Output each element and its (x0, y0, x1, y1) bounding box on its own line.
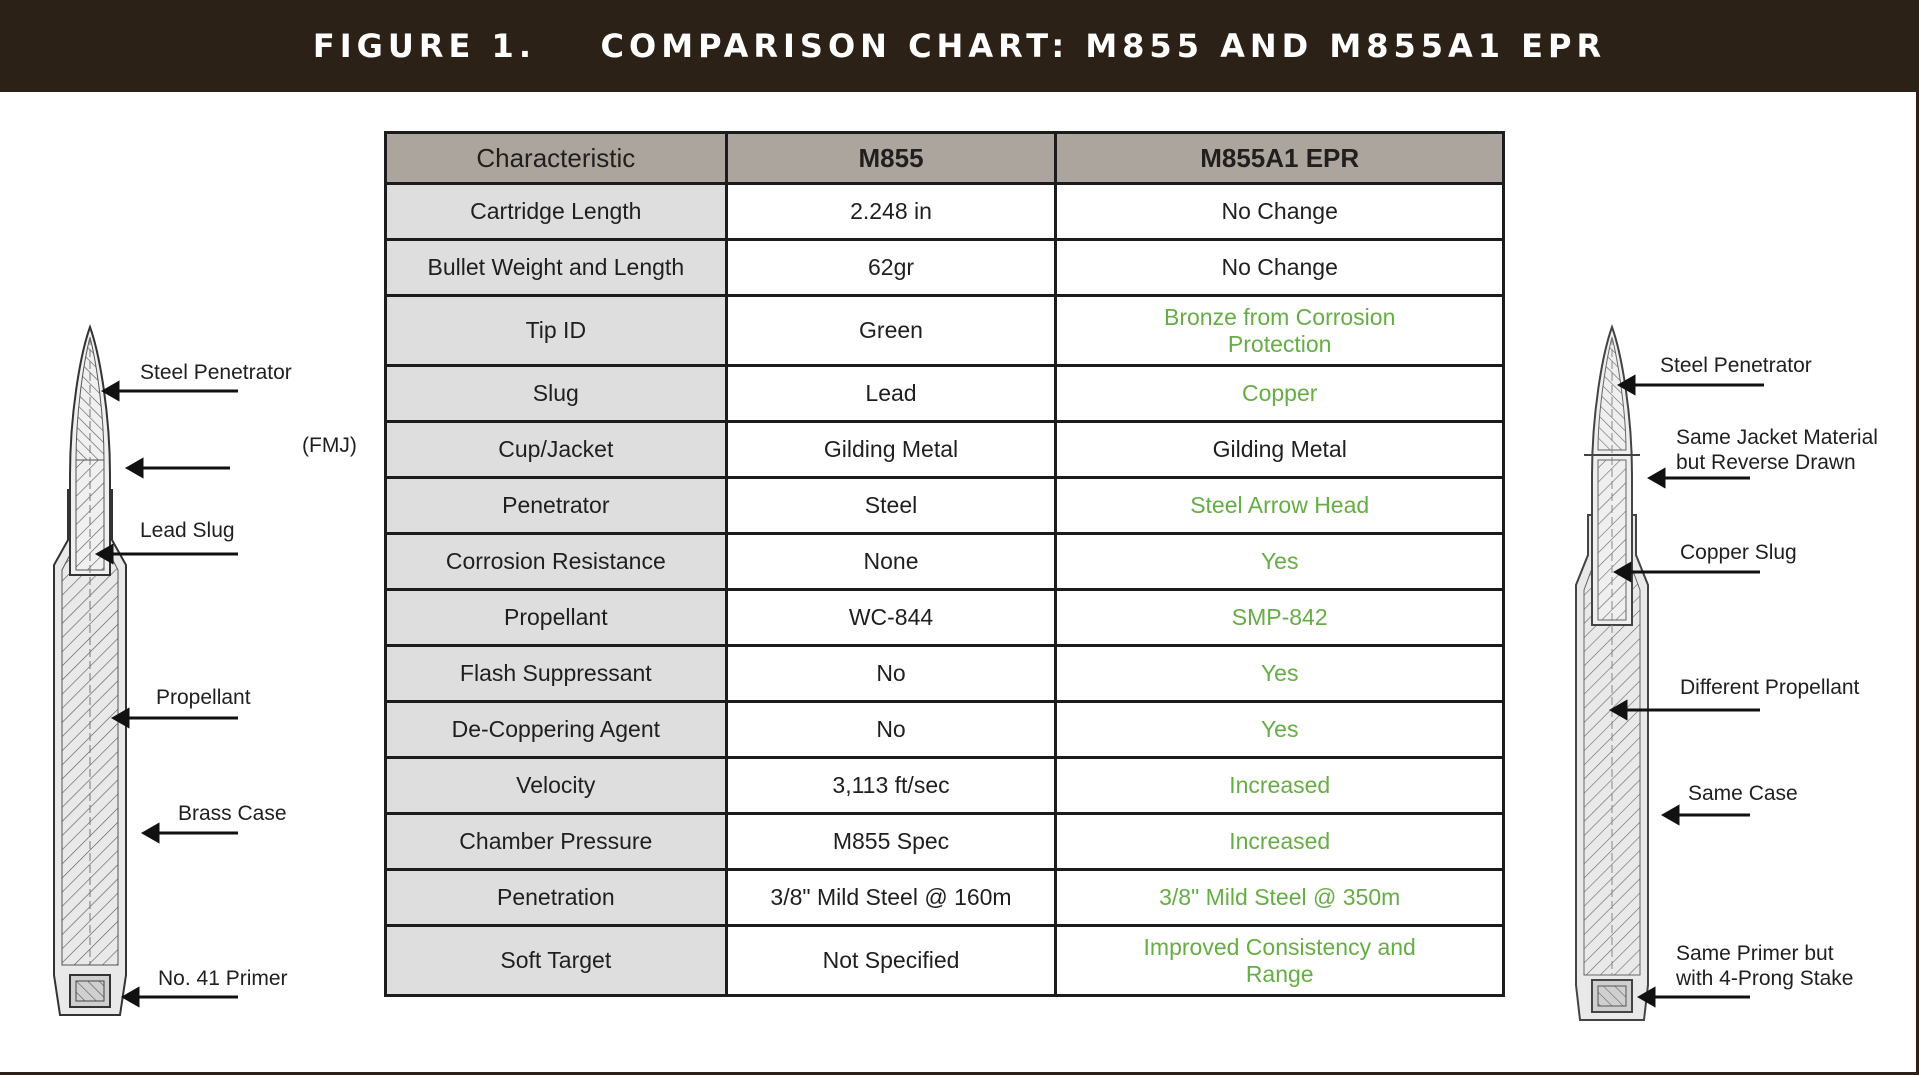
m855-cell: Steel (726, 478, 1056, 534)
m855a1-cell: Gilding Metal (1056, 422, 1504, 478)
table-row (386, 478, 1504, 534)
label-propellant-right: Different Propellant (1680, 676, 1860, 699)
label-lead-slug-left: Lead Slug (140, 519, 235, 542)
label-primer-right: Same Primer but with 4-Prong Stake (1676, 942, 1854, 990)
m855-cell: Green (726, 296, 1056, 366)
characteristic-cell: Bullet Weight and Length (386, 240, 727, 296)
m855a1-cell: Increased (1056, 758, 1504, 814)
table-row (386, 646, 1504, 702)
label-propellant-left: Propellant (156, 686, 251, 709)
characteristic-cell: Penetration (386, 870, 727, 926)
label-jacket-right: Same Jacket Material but Reverse Drawn (1676, 426, 1878, 474)
m855a1-cell: Yes (1056, 534, 1504, 590)
label-steel-penetrator-left: Steel Penetrator (140, 361, 292, 384)
table-row (386, 870, 1504, 926)
label-brass-case-left: Brass Case (178, 802, 287, 825)
characteristic-cell: Cup/Jacket (386, 422, 727, 478)
m855-cell: Gilding Metal (726, 422, 1056, 478)
characteristic-cell: Corrosion Resistance (386, 534, 727, 590)
label-primer-left: No. 41 Primer (158, 967, 288, 990)
m855-cell: No (726, 702, 1056, 758)
figure-title: FIGURE 1. COMPARISON CHART: M855 AND M855A1 EPR (312, 27, 1607, 65)
characteristic-cell: Soft Target (386, 926, 727, 996)
m855a1-cell: Bronze from Corrosion Protection (1056, 296, 1504, 366)
characteristic-cell: Cartridge Length (386, 184, 727, 240)
m855-cell: M855 Spec (726, 814, 1056, 870)
table-row (386, 240, 1504, 296)
table-row (386, 758, 1504, 814)
table-row (386, 814, 1504, 870)
m855a1-cell: No Change (1056, 184, 1504, 240)
m855-cell: None (726, 534, 1056, 590)
m855a1-cell: Steel Arrow Head (1056, 478, 1504, 534)
characteristic-cell: Velocity (386, 758, 727, 814)
table-row (386, 590, 1504, 646)
characteristic-cell: Flash Suppressant (386, 646, 727, 702)
characteristic-cell: Penetrator (386, 478, 727, 534)
characteristic-cell: Propellant (386, 590, 727, 646)
label-fmj-left: (FMJ) (302, 434, 357, 457)
m855a1-cell: Copper (1056, 366, 1504, 422)
label-same-case-right: Same Case (1688, 782, 1798, 805)
label-steel-penetrator-right: Steel Penetrator (1660, 354, 1812, 377)
column-header-m855: M855 (726, 133, 1056, 184)
label-copper-slug-right: Copper Slug (1680, 541, 1797, 564)
characteristic-cell: De-Coppering Agent (386, 702, 727, 758)
m855-cell: No (726, 646, 1056, 702)
characteristic-cell: Tip ID (386, 296, 727, 366)
m855a1-cell: Yes (1056, 702, 1504, 758)
table-header-row (386, 133, 1504, 184)
m855a1-cell: SMP-842 (1056, 590, 1504, 646)
m855a1-cell: Improved Consistency and Range (1056, 926, 1504, 996)
characteristic-cell: Chamber Pressure (386, 814, 727, 870)
table-row (386, 534, 1504, 590)
m855a1-cell: 3/8" Mild Steel @ 350m (1056, 870, 1504, 926)
m855-cell: Not Specified (726, 926, 1056, 996)
table-row (386, 926, 1504, 996)
table-row (386, 702, 1504, 758)
comparison-table (384, 131, 1505, 997)
m855-cell: 3,113 ft/sec (726, 758, 1056, 814)
m855-cell: 62gr (726, 240, 1056, 296)
table-row (386, 422, 1504, 478)
m855-cell: WC-844 (726, 590, 1056, 646)
column-header-m855a1: M855A1 EPR (1056, 133, 1504, 184)
table-row (386, 366, 1504, 422)
m855a1-cell: Increased (1056, 814, 1504, 870)
m855-cell: 2.248 in (726, 184, 1056, 240)
table-row (386, 184, 1504, 240)
m855-cell: 3/8" Mild Steel @ 160m (726, 870, 1056, 926)
characteristic-cell: Slug (386, 366, 727, 422)
m855a1-cell: Yes (1056, 646, 1504, 702)
m855a1-cell: No Change (1056, 240, 1504, 296)
table-row (386, 296, 1504, 366)
column-header-characteristic: Characteristic (386, 133, 727, 184)
figure-header (0, 0, 1919, 92)
m855-cell: Lead (726, 366, 1056, 422)
